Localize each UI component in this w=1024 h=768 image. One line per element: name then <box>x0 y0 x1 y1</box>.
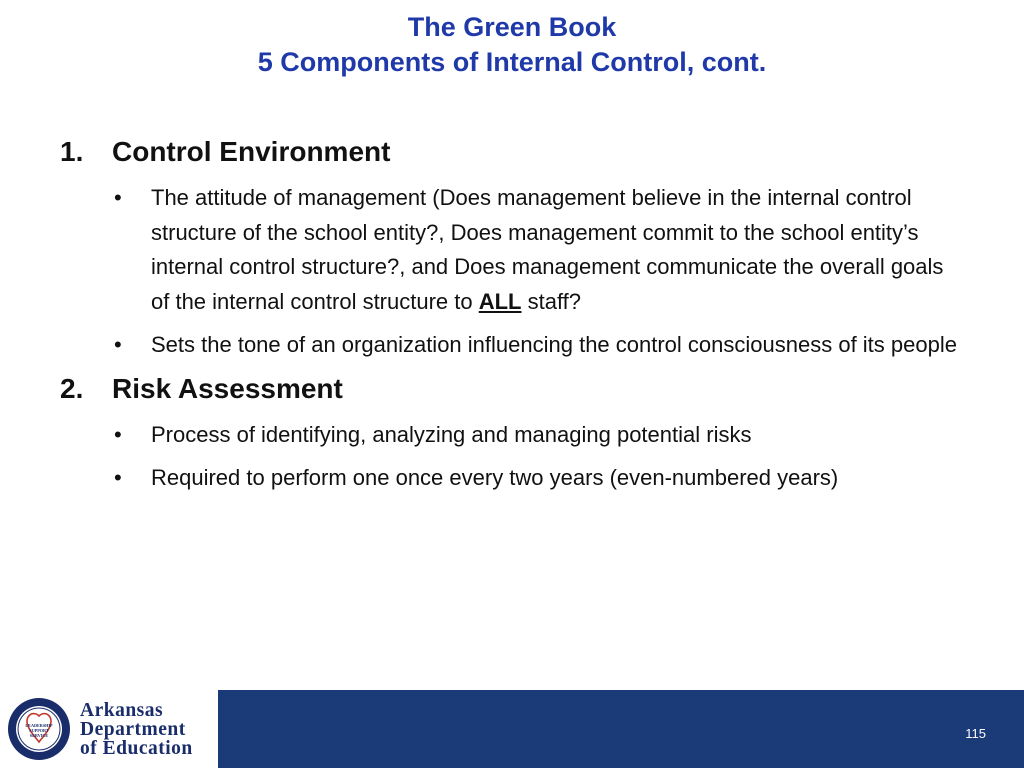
logo-line: Arkansas <box>80 699 164 721</box>
bullet-text <box>151 181 960 319</box>
section-heading <box>60 132 960 172</box>
title-line-2: 5 Components of Internal Control, cont. <box>257 47 767 77</box>
svg-text:SUPPORT: SUPPORT <box>29 728 49 733</box>
section-control-environment <box>60 132 960 363</box>
bullet-text-part: The attitude of management (Does management believe in the internal control structure of the school entity?, Does management commit to the school entity’s internal control structure?, and Does management communicate the overall goals of the internal control structure to <box>151 185 944 314</box>
page-number: 115 <box>965 726 986 741</box>
bullet-text: Required to perform one once every two years (even-numbered years) <box>151 465 839 490</box>
list-item <box>114 328 960 363</box>
slide-title <box>0 10 1024 80</box>
svg-text:LEADERSHIP: LEADERSHIP <box>25 723 53 728</box>
list-item <box>114 181 960 319</box>
logo-line: Department <box>80 718 186 740</box>
section-number: 2. <box>60 372 84 404</box>
bullet-list <box>60 418 960 496</box>
list-item <box>114 418 960 453</box>
section-title: Control Environment <box>112 136 391 167</box>
bullet-text: Process of identifying, analyzing and managing potential risks <box>151 421 752 447</box>
slide-body <box>60 132 960 496</box>
svg-text:SERVICE: SERVICE <box>29 733 49 738</box>
logo-wordmark <box>80 701 193 758</box>
list-item <box>114 461 960 496</box>
bullet-icon: • <box>114 332 122 357</box>
bullet-text-part: staff? <box>521 288 582 314</box>
bullet-text: Sets the tone of an organization influencing the control consciousness of its people <box>151 332 957 357</box>
bullet-icon: • <box>114 465 122 490</box>
section-heading <box>60 369 960 409</box>
seal-icon <box>6 696 72 762</box>
footer-bar <box>218 690 1024 768</box>
emphasis-text: ALL <box>478 288 522 314</box>
bullet-icon: • <box>114 421 122 447</box>
section-title: Risk Assessment <box>112 372 343 404</box>
department-logo <box>0 690 218 768</box>
title-line-1: The Green Book <box>407 12 617 42</box>
section-risk-assessment <box>60 369 960 496</box>
logo-line: of Education <box>80 737 193 759</box>
section-number: 1. <box>60 136 84 167</box>
bullet-icon: • <box>114 185 122 210</box>
bullet-list <box>60 181 960 363</box>
